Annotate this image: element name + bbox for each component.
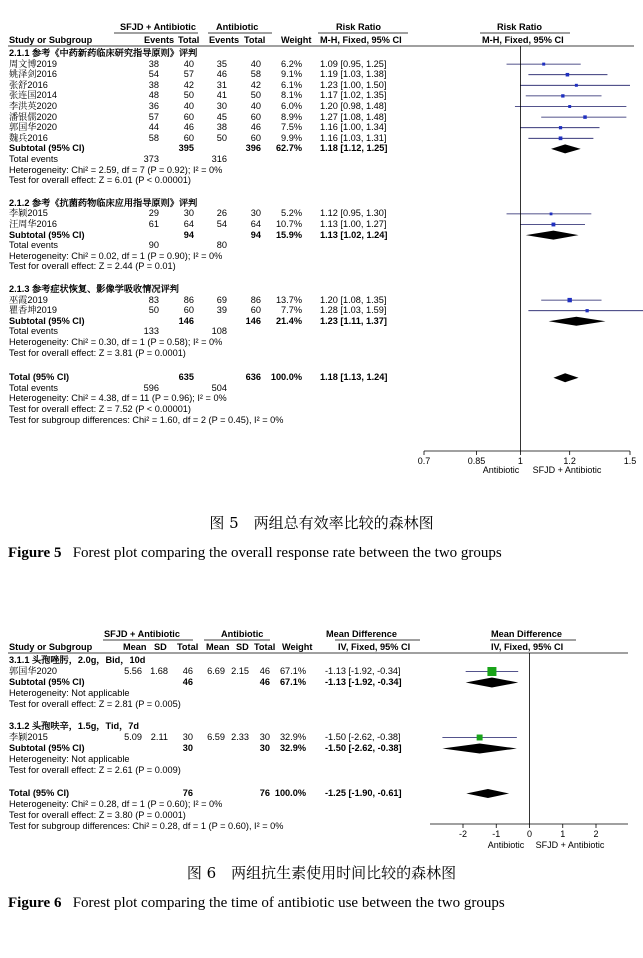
- study-name: 魏兵2016: [9, 132, 48, 143]
- subtotal-ci: 1.23 [1.11, 1.37]: [320, 315, 387, 326]
- col-sd-2: SD: [236, 642, 249, 652]
- study-name: 郭国华2020: [9, 122, 58, 133]
- subtotal-diamond: [549, 317, 606, 326]
- subtotal-total-2: 396: [245, 143, 261, 154]
- total-2: 50: [250, 90, 261, 101]
- events-1: 54: [148, 69, 159, 80]
- total-2: 60: [250, 111, 261, 122]
- events-1: 48: [148, 90, 159, 101]
- subtotal-diamond: [526, 231, 579, 240]
- subgroup-title: 2.1.3 参考症状恢复、影像学吸收情况评判: [9, 284, 179, 294]
- subtotal-diamond: [466, 678, 519, 688]
- total-1: 60: [183, 305, 194, 316]
- group2-header: Antibiotic: [221, 629, 264, 639]
- total-2: 40: [250, 58, 261, 69]
- total-1: 42: [183, 79, 194, 90]
- total-events-2: 316: [211, 154, 227, 164]
- total-1: 40: [183, 101, 194, 111]
- effect-square: [566, 73, 570, 77]
- effect-square: [583, 115, 586, 118]
- effect-square: [575, 84, 578, 87]
- ci: 1.16 [1.03, 1.31]: [320, 132, 387, 143]
- subtotal-weight: 62.7%: [275, 143, 302, 154]
- ci: 1.19 [1.03, 1.38]: [320, 69, 387, 80]
- col-events-2: Events: [209, 35, 240, 45]
- overall-effect: Test for overall effect: Z = 2.61 (P = 0.009): [9, 765, 181, 775]
- weight: 9.9%: [281, 132, 302, 143]
- study-name: 张连国2014: [9, 90, 58, 101]
- heterogeneity: Heterogeneity: Not applicable: [9, 754, 130, 764]
- x-tick-label: 1: [517, 456, 523, 466]
- ci: -1.50 [-2.62, -0.38]: [325, 732, 401, 742]
- axis-label-right: SFJD + Antibiotic: [535, 840, 605, 850]
- x-tick-label: 1.5: [623, 456, 637, 466]
- total-diamond: [553, 373, 578, 382]
- effect-square: [561, 94, 564, 97]
- events-2: 41: [216, 90, 227, 101]
- sd-1: 2.11: [150, 732, 168, 742]
- weight: 6.2%: [281, 58, 302, 69]
- effect-header: Mean Difference: [326, 629, 397, 639]
- col-study: Study or Subgroup: [9, 642, 93, 652]
- subtotal-label: Subtotal (95% CI): [9, 315, 85, 326]
- effect-header: Risk Ratio: [336, 22, 381, 32]
- subtotal-ci: 1.13 [1.02, 1.24]: [320, 229, 388, 240]
- figure-5-caption-en: Figure 5 Forest plot comparing the overall response rate between the two groups: [8, 545, 502, 561]
- col-method-plot: M-H, Fixed, 95% CI: [482, 35, 564, 45]
- effect-square: [559, 126, 562, 129]
- axis-label-right: SFJD + Antibiotic: [532, 465, 602, 475]
- ci: 1.09 [0.95, 1.25]: [320, 58, 387, 69]
- total-events-1: 596: [143, 382, 159, 393]
- weight: 9.1%: [281, 69, 302, 80]
- events-2: 46: [216, 69, 227, 80]
- col-weight: Weight: [282, 642, 313, 652]
- heterogeneity: Heterogeneity: Chi² = 0.28, df = 1 (P = 0.60); I² = 0%: [9, 799, 223, 809]
- x-tick-label: 2: [593, 829, 599, 839]
- study-name: 瞿香坤2019: [9, 305, 58, 316]
- study-name: 周文博2019: [9, 58, 58, 69]
- total-weight: 100.0%: [274, 788, 306, 798]
- subtotal-n-2: 30: [259, 743, 270, 753]
- mean-1: 5.09: [124, 732, 142, 742]
- overall-effect: Test for overall effect: Z = 7.52 (P < 0.00001): [9, 404, 191, 414]
- total-1: 60: [183, 111, 194, 122]
- subtotal-weight: 15.9%: [275, 229, 302, 240]
- total-events-1: 133: [143, 326, 159, 337]
- heterogeneity: Heterogeneity: Not applicable: [9, 688, 130, 698]
- x-tick-label: 0.7: [417, 456, 431, 466]
- total-2: 64: [250, 219, 261, 229]
- events-2: 54: [216, 219, 227, 229]
- n-1: 46: [182, 666, 193, 676]
- total-total-2: 636: [245, 372, 261, 383]
- x-tick-label: 1: [560, 829, 566, 839]
- subtotal-n-1: 30: [182, 743, 193, 753]
- sd-2: 2.33: [231, 732, 249, 742]
- col-method: IV, Fixed, 95% CI: [338, 642, 411, 652]
- subtotal-ci: -1.13 [-1.92, -0.34]: [325, 677, 402, 687]
- ci: 1.28 [1.03, 1.59]: [320, 305, 387, 316]
- n-1: 30: [182, 732, 193, 742]
- plot-header: Mean Difference: [491, 629, 562, 639]
- weight: 6.1%: [281, 79, 302, 90]
- effect-square: [487, 667, 496, 676]
- subtotal-total-1: 94: [183, 229, 194, 240]
- total-2: 60: [250, 132, 261, 143]
- heterogeneity: Heterogeneity: Chi² = 0.30, df = 1 (P = 0.58); I² = 0%: [9, 337, 223, 347]
- weight: 5.2%: [281, 208, 302, 219]
- events-2: 31: [216, 79, 227, 90]
- total-1: 30: [183, 208, 194, 219]
- total-2: 30: [250, 208, 261, 219]
- group2-header: Antibiotic: [216, 22, 259, 32]
- subgroup-title: 3.1.1 头孢唑肟，2.0g，Bid，10d: [9, 655, 146, 665]
- ci: 1.27 [1.08, 1.48]: [320, 111, 387, 122]
- subgroup-title: 3.1.2 头孢呋辛，1.5g，Tid，7d: [9, 721, 140, 731]
- ci: 1.20 [0.98, 1.48]: [320, 101, 387, 111]
- total-1: 86: [183, 294, 194, 305]
- study-name: 巫霞2019: [9, 294, 48, 305]
- figure-6-caption-cn: 图 6 两组抗生素使用时间比较的森林图: [186, 864, 457, 882]
- study-name: 李洪英2020: [9, 101, 58, 111]
- col-sd-1: SD: [154, 642, 167, 652]
- subtotal-total-2: 94: [250, 229, 261, 240]
- subgroup-differences: Test for subgroup differences: Chi² = 1.60, df = 2 (P = 0.45), I² = 0%: [9, 414, 284, 425]
- total-1: 64: [183, 219, 194, 229]
- x-tick-label: -2: [458, 829, 468, 839]
- col-total-2: Total: [254, 642, 276, 652]
- events-2: 39: [216, 305, 227, 316]
- effect-square: [567, 298, 571, 302]
- ci: 1.17 [1.02, 1.35]: [320, 90, 387, 101]
- events-2: 69: [216, 294, 227, 305]
- ci: 1.13 [1.00, 1.27]: [320, 219, 387, 229]
- total-label: Total (95% CI): [9, 372, 70, 383]
- subtotal-ci: 1.18 [1.12, 1.25]: [320, 143, 388, 154]
- x-tick-label: 1.2: [563, 456, 576, 466]
- total-2: 86: [250, 294, 261, 305]
- events-1: 83: [148, 294, 159, 305]
- subtotal-label: Subtotal (95% CI): [9, 229, 85, 240]
- study-name: 姚泽剑2016: [9, 69, 58, 80]
- weight: 10.7%: [275, 219, 302, 229]
- subtotal-label: Subtotal (95% CI): [9, 677, 85, 687]
- mean-2: 6.59: [207, 732, 225, 742]
- total-2: 42: [250, 79, 261, 90]
- total-1: 40: [183, 58, 194, 69]
- total-events-1: 90: [148, 240, 159, 251]
- events-2: 35: [216, 58, 227, 69]
- overall-effect: Test for overall effect: Z = 2.81 (P = 0.005): [9, 699, 181, 709]
- total-events-2: 80: [216, 240, 227, 251]
- subtotal-total-1: 146: [178, 315, 194, 326]
- events-1: 61: [148, 219, 159, 229]
- events-1: 58: [148, 132, 159, 143]
- events-2: 38: [216, 122, 227, 133]
- events-1: 38: [148, 58, 159, 69]
- subtotal-ci: -1.50 [-2.62, -0.38]: [325, 743, 402, 753]
- subtotal-label: Subtotal (95% CI): [9, 143, 85, 154]
- total-events-label: Total events: [9, 240, 59, 251]
- overall-effect: Test for overall effect: Z = 3.81 (P = 0.0001): [9, 347, 186, 358]
- total-2: 60: [250, 305, 261, 316]
- axis-label-left: Antibiotic: [482, 465, 520, 475]
- weight: 13.7%: [275, 294, 302, 305]
- weight: 32.9%: [279, 732, 306, 742]
- figure-5-caption-cn: 图 5 两组总有效率比较的森林图: [209, 514, 434, 532]
- ci: -1.13 [-1.92, -0.34]: [325, 666, 401, 676]
- total-2: 40: [250, 101, 261, 111]
- col-total-2: Total: [244, 35, 266, 45]
- study-name: 汪周华2016: [9, 219, 58, 229]
- col-method-plot: IV, Fixed, 95% CI: [491, 642, 564, 652]
- study-name: 潘银儒2020: [9, 111, 58, 122]
- subtotal-n-1: 46: [182, 677, 193, 687]
- col-mean-1: Mean: [123, 642, 147, 652]
- effect-square: [585, 309, 588, 312]
- events-1: 38: [148, 79, 159, 90]
- total-label: Total (95% CI): [9, 788, 70, 798]
- col-study: Study or Subgroup: [9, 35, 93, 45]
- x-tick-label: -1: [492, 829, 501, 839]
- total-1: 46: [183, 122, 194, 133]
- weight: 8.1%: [281, 90, 302, 101]
- total-events-label: Total events: [9, 382, 59, 393]
- study-name: 郭国华2020: [9, 666, 58, 676]
- events-2: 50: [216, 132, 227, 143]
- x-tick-label: 0: [526, 829, 533, 839]
- subtotal-weight: 67.1%: [279, 677, 306, 687]
- subgroup-differences: Test for subgroup differences: Chi² = 0.28, df = 1 (P = 0.60), I² = 0%: [9, 821, 284, 831]
- effect-square: [542, 63, 545, 66]
- subtotal-diamond: [551, 144, 581, 153]
- total-weight: 100.0%: [270, 372, 302, 383]
- col-total-1: Total: [178, 35, 200, 45]
- effect-square: [568, 105, 571, 108]
- col-method: M-H, Fixed, 95% CI: [320, 35, 402, 45]
- sd-1: 1.68: [150, 666, 168, 676]
- n-2: 30: [259, 732, 270, 742]
- ci: 1.23 [1.00, 1.50]: [320, 79, 387, 90]
- events-2: 26: [216, 208, 227, 219]
- ci: 1.20 [1.08, 1.35]: [320, 294, 387, 305]
- mean-1: 5.56: [124, 666, 142, 676]
- col-total-1: Total: [177, 642, 199, 652]
- total-events-1: 373: [143, 154, 159, 164]
- total-n-1: 76: [182, 788, 193, 798]
- overall-effect: Test for overall effect: Z = 6.01 (P < 0.00001): [9, 175, 191, 186]
- subgroup-title: 2.1.2 参考《抗菌药物临床应用指导原则》评判: [9, 197, 198, 208]
- total-events-2: 108: [211, 326, 227, 337]
- effect-square: [559, 136, 563, 140]
- heterogeneity: Heterogeneity: Chi² = 4.38, df = 11 (P = 0.96); I² = 0%: [9, 393, 227, 404]
- events-1: 29: [148, 208, 159, 219]
- events-2: 30: [216, 101, 227, 111]
- total-ci: -1.25 [-1.90, -0.61]: [325, 788, 402, 798]
- study-name: 李颖2015: [9, 208, 48, 219]
- total-1: 60: [183, 132, 194, 143]
- total-1: 57: [183, 69, 194, 80]
- subtotal-weight: 21.4%: [275, 315, 302, 326]
- heterogeneity: Heterogeneity: Chi² = 0.02, df = 1 (P = 0.90); I² = 0%: [9, 250, 223, 261]
- events-2: 45: [216, 111, 227, 122]
- col-weight: Weight: [281, 35, 312, 45]
- subtotal-total-2: 146: [245, 315, 261, 326]
- total-2: 46: [250, 122, 261, 133]
- events-1: 36: [148, 101, 159, 111]
- subtotal-weight: 32.9%: [279, 743, 306, 753]
- axis-label-left: Antibiotic: [487, 840, 525, 850]
- weight: 67.1%: [279, 666, 306, 676]
- effect-square: [552, 223, 556, 227]
- ci: 1.12 [0.95, 1.30]: [320, 208, 387, 219]
- total-total-1: 635: [178, 372, 194, 383]
- study-name: 李颖2015: [9, 732, 48, 742]
- overall-effect: Test for overall effect: Z = 3.80 (P = 0.0001): [9, 810, 186, 820]
- weight: 8.9%: [281, 111, 302, 122]
- mean-2: 6.69: [207, 666, 225, 676]
- total-n-2: 76: [259, 788, 270, 798]
- total-events-2: 504: [211, 382, 227, 393]
- subtotal-label: Subtotal (95% CI): [9, 743, 85, 753]
- weight: 6.0%: [281, 101, 302, 111]
- col-mean-2: Mean: [206, 642, 230, 652]
- col-events-1: Events: [144, 35, 175, 45]
- n-2: 46: [259, 666, 270, 676]
- total-1: 50: [183, 90, 194, 101]
- events-1: 50: [148, 305, 159, 316]
- plot-header: Risk Ratio: [497, 22, 542, 32]
- total-2: 58: [250, 69, 261, 80]
- subgroup-title: 2.1.1 参考《中药新药临床研究指导原则》评判: [9, 48, 198, 58]
- group1-header: SFJD + Antibiotic: [120, 22, 196, 32]
- total-events-label: Total events: [9, 154, 59, 164]
- group1-header: SFJD + Antibiotic: [104, 629, 180, 639]
- study-name: 张舒2016: [9, 79, 48, 90]
- sd-2: 2.15: [231, 666, 249, 676]
- figure-6-caption-en: Figure 6 Forest plot comparing the time of antibiotic use between the two groups: [8, 895, 505, 911]
- effect-square: [550, 213, 553, 216]
- subtotal-n-2: 46: [259, 677, 270, 687]
- weight: 7.5%: [281, 122, 302, 133]
- ci: 1.16 [1.00, 1.34]: [320, 122, 387, 133]
- subtotal-total-1: 395: [178, 143, 194, 154]
- overall-effect: Test for overall effect: Z = 2.44 (P = 0.01): [9, 261, 176, 272]
- total-events-label: Total events: [9, 326, 59, 337]
- heterogeneity: Heterogeneity: Chi² = 2.59, df = 7 (P = 0.92); I² = 0%: [9, 164, 223, 175]
- x-tick-label: 0.85: [467, 456, 486, 466]
- weight: 7.7%: [281, 305, 302, 316]
- effect-square: [477, 735, 483, 741]
- total-ci: 1.18 [1.13, 1.24]: [320, 372, 388, 383]
- events-1: 57: [148, 111, 159, 122]
- total-diamond: [466, 789, 509, 798]
- subtotal-diamond: [442, 744, 516, 754]
- events-1: 44: [148, 122, 159, 133]
